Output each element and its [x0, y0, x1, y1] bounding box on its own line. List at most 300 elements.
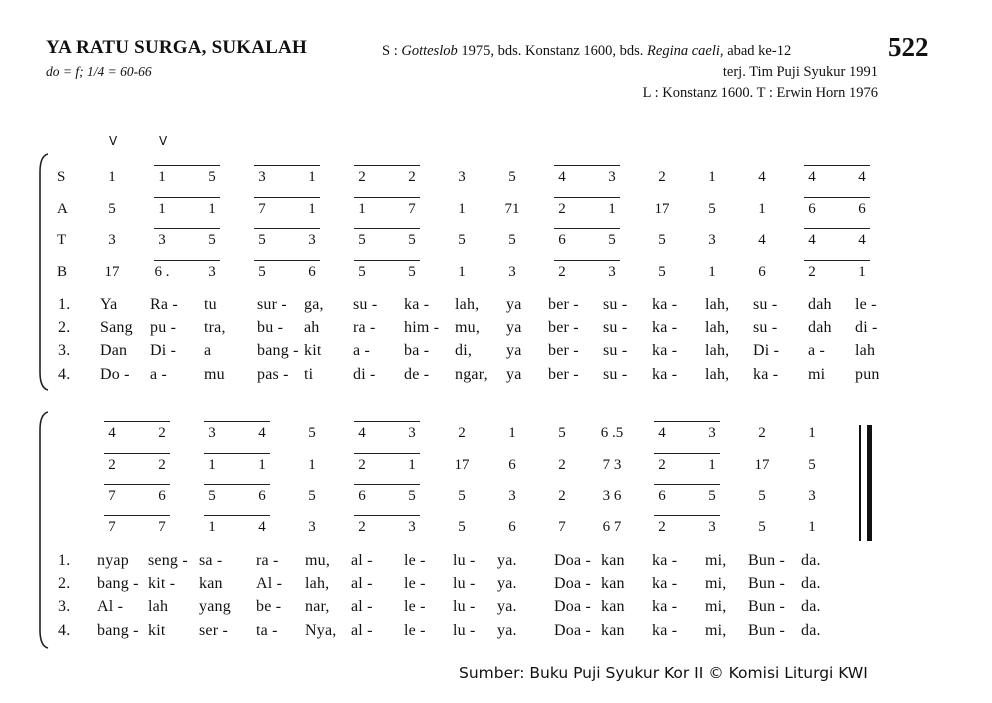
note-s: 3: [458, 169, 466, 185]
lyric-syllable: sa -: [199, 552, 223, 569]
note-t: 6: [558, 232, 566, 248]
beam-b: [254, 260, 320, 261]
lyric-syllable: lah,: [705, 366, 730, 383]
note-t: 4: [758, 232, 766, 248]
note-b: 5: [758, 519, 766, 535]
hymn-title: YA RATU SURGA, SUKALAH: [46, 37, 307, 58]
note-b: 3: [308, 519, 316, 535]
beam-s: [204, 421, 270, 422]
lyric-syllable: lah: [855, 342, 876, 359]
beam-a: [554, 197, 620, 198]
lyric-syllable: ya.: [497, 575, 517, 592]
note-t: 3 6: [602, 488, 622, 504]
note-t: 5: [208, 232, 216, 248]
lyric-syllable: ya.: [497, 598, 517, 615]
beam-t: [154, 228, 220, 229]
note-t: 5: [458, 488, 466, 504]
note-t: 4: [808, 232, 816, 248]
note-t: 6: [658, 488, 666, 504]
lyric-syllable: mi,: [705, 598, 727, 615]
note-s: 3: [208, 425, 216, 441]
note-t: 5: [708, 488, 716, 504]
lyric-syllable: da.: [801, 552, 821, 569]
lyric-syllable: le -: [404, 622, 426, 639]
lyric-syllable: nyap: [97, 552, 129, 569]
note-t: 5: [258, 232, 266, 248]
source-mid: 1975, bds. Konstanz 1600, bds.: [457, 43, 648, 59]
lyric-syllable: Di -: [150, 342, 177, 359]
voice-label-soprano: S: [57, 169, 66, 185]
voice-label-alto: A: [57, 201, 68, 217]
lyric-syllable: a -: [353, 342, 371, 359]
system-1-brace: [36, 152, 50, 392]
lyric-syllable: al -: [351, 575, 373, 592]
lyric-syllable: su -: [603, 366, 628, 383]
lyric-syllable: Dan: [100, 342, 128, 359]
note-b: 3: [508, 264, 516, 280]
note-s: 4: [808, 169, 816, 185]
lyric-syllable: Al -: [256, 575, 283, 592]
beam-s: [154, 165, 220, 166]
lyric-syllable: ber -: [548, 296, 579, 313]
verse-number: 3.: [58, 598, 71, 615]
note-b: 5: [358, 264, 366, 280]
lyric-syllable: ya: [506, 342, 522, 359]
lyric-syllable: di -: [353, 366, 376, 383]
source-work-2: Regina caeli,: [647, 43, 724, 59]
note-a: 2: [108, 457, 116, 473]
note-a: 6: [808, 201, 816, 217]
note-t: 3: [108, 232, 116, 248]
beam-b: [354, 260, 420, 261]
lyric-syllable: Bun -: [748, 622, 785, 639]
lyric-syllable: mi,: [705, 622, 727, 639]
beam-a: [154, 197, 220, 198]
note-s: 3: [258, 169, 266, 185]
lyric-syllable: Al -: [97, 598, 124, 615]
lyric-syllable: Sang: [100, 319, 133, 336]
music-source: [382, 43, 791, 60]
lyric-syllable: pu -: [150, 319, 177, 336]
source-footer: Sumber: Buku Puji Syukur Kor II © Komisi Liturgi KWI: [459, 664, 868, 682]
beam-t: [654, 484, 720, 485]
note-b: 1: [208, 519, 216, 535]
lyric-syllable: mu: [204, 366, 225, 383]
verse-number: 3.: [58, 342, 71, 359]
lyric-syllable: bang -: [97, 575, 139, 592]
note-a: 17: [454, 457, 470, 473]
lyric-syllable: ka -: [652, 366, 678, 383]
note-a: 1: [208, 457, 216, 473]
lyric-syllable: dah: [808, 319, 832, 336]
note-a: 1: [608, 201, 616, 217]
beam-a: [354, 453, 420, 454]
lyric-syllable: ya: [506, 319, 522, 336]
note-a: 7: [408, 201, 416, 217]
lyric-syllable: pun: [855, 366, 880, 383]
note-b: 7: [558, 519, 566, 535]
lyric-syllable: Bun -: [748, 575, 785, 592]
note-a: 1: [758, 201, 766, 217]
note-a: 2: [558, 201, 566, 217]
note-s: 5: [508, 169, 516, 185]
final-barline-thin: [859, 425, 861, 541]
lyric-syllable: ber -: [548, 319, 579, 336]
note-b: 6: [758, 264, 766, 280]
note-t: 3: [158, 232, 166, 248]
verse-number: 1.: [58, 552, 71, 569]
note-t: 2: [558, 488, 566, 504]
lyric-syllable: ka -: [652, 552, 678, 569]
lyric-syllable: mi,: [705, 552, 727, 569]
lyric-syllable: da.: [801, 598, 821, 615]
beam-s: [104, 421, 170, 422]
note-b: 7: [158, 519, 166, 535]
lyric-syllable: kan: [601, 598, 625, 615]
note-a: 5: [808, 457, 816, 473]
lyric-syllable: su -: [753, 319, 778, 336]
note-s: 2: [358, 169, 366, 185]
lyric-syllable: mi: [808, 366, 826, 383]
note-b: 3: [708, 519, 716, 535]
note-t: 5: [658, 232, 666, 248]
lyric-syllable: da.: [801, 622, 821, 639]
lyric-syllable: lu -: [453, 622, 476, 639]
note-b: 2: [658, 519, 666, 535]
note-t: 6: [258, 488, 266, 504]
note-a: 1: [408, 457, 416, 473]
note-s: 4: [858, 169, 866, 185]
note-b: 1: [858, 264, 866, 280]
note-s: 4: [258, 425, 266, 441]
lyric-syllable: him -: [404, 319, 440, 336]
note-a: 1: [208, 201, 216, 217]
lyric-syllable: nar,: [305, 598, 330, 615]
note-a: 2: [658, 457, 666, 473]
note-s: 1: [158, 169, 166, 185]
note-s: 3: [608, 169, 616, 185]
note-b: 5: [658, 264, 666, 280]
note-s: 1: [108, 169, 116, 185]
note-a: 2: [158, 457, 166, 473]
note-t: 6: [358, 488, 366, 504]
lyric-syllable: kan: [199, 575, 223, 592]
lyric-syllable: kan: [601, 622, 625, 639]
lyric-syllable: da.: [801, 575, 821, 592]
lyric-syllable: sur -: [257, 296, 287, 313]
lyric-syllable: tu: [204, 296, 217, 313]
lyric-syllable: lah: [148, 598, 169, 615]
note-s: 1: [508, 425, 516, 441]
lyric-syllable: bang -: [97, 622, 139, 639]
lyric-syllable: Bun -: [748, 552, 785, 569]
beam-a: [354, 197, 420, 198]
lyric-syllable: ya.: [497, 622, 517, 639]
note-s: 5: [208, 169, 216, 185]
note-t: 5: [508, 232, 516, 248]
note-s: 6 .5: [600, 425, 624, 441]
verse-number: 1.: [58, 296, 71, 313]
lyric-syllable: kit -: [148, 575, 176, 592]
lyric-syllable: di,: [455, 342, 473, 359]
lyric-syllable: lah,: [705, 342, 730, 359]
lyric-syllable: mu,: [455, 319, 481, 336]
lyric-syllable: a: [204, 342, 212, 359]
note-t: 5: [758, 488, 766, 504]
lyric-syllable: lu -: [453, 575, 476, 592]
beam-b: [554, 260, 620, 261]
beam-a: [654, 453, 720, 454]
beam-a: [104, 453, 170, 454]
note-b: 2: [358, 519, 366, 535]
note-b: 6 .: [154, 264, 170, 280]
note-s: 5: [558, 425, 566, 441]
note-b: 5: [408, 264, 416, 280]
note-a: 2: [358, 457, 366, 473]
note-a: 1: [708, 457, 716, 473]
lyric-syllable: Doa -: [554, 598, 591, 615]
lyric-syllable: Doa -: [554, 622, 591, 639]
lyric-syllable: mi,: [705, 575, 727, 592]
lyric-syllable: su -: [603, 296, 628, 313]
system-2-brace: [36, 410, 50, 650]
note-b: 1: [458, 264, 466, 280]
note-b: 6 7: [602, 519, 622, 535]
lyric-syllable: ti: [304, 366, 314, 383]
note-t: 7: [108, 488, 116, 504]
note-s: 3: [408, 425, 416, 441]
beam-b: [104, 515, 170, 516]
note-t: 3: [508, 488, 516, 504]
note-t: 5: [358, 232, 366, 248]
note-s: 2: [158, 425, 166, 441]
lyric-syllable: ra -: [353, 319, 376, 336]
lyric-syllable: su -: [753, 296, 778, 313]
lyric-syllable: ba -: [404, 342, 430, 359]
verse-number: 2.: [58, 319, 71, 336]
lyric-syllable: ka -: [652, 575, 678, 592]
lyric-syllable: a -: [808, 342, 826, 359]
note-b: 17: [104, 264, 120, 280]
note-a: 6: [508, 457, 516, 473]
note-s: 2: [758, 425, 766, 441]
lyric-syllable: ka -: [652, 342, 678, 359]
note-t: 3: [308, 232, 316, 248]
lyric-syllable: ka -: [753, 366, 779, 383]
lyric-syllable: Di -: [753, 342, 780, 359]
lyric-syllable: ra -: [256, 552, 279, 569]
lyric-syllable: Ya: [100, 296, 118, 313]
note-s: 1: [308, 169, 316, 185]
lyric-syllable: ya: [506, 296, 522, 313]
beam-s: [354, 421, 420, 422]
lyric-syllable: lu -: [453, 598, 476, 615]
note-b: 6: [308, 264, 316, 280]
lyric-syllable: al -: [351, 622, 373, 639]
note-s: 4: [358, 425, 366, 441]
lyric-syllable: a -: [150, 366, 168, 383]
lyric-syllable: lah,: [455, 296, 480, 313]
note-t: 4: [858, 232, 866, 248]
voice-label-bass: B: [57, 264, 68, 280]
verse-number: 2.: [58, 575, 71, 592]
beam-b: [204, 515, 270, 516]
lyric-syllable: ya: [506, 366, 522, 383]
beam-s: [804, 165, 870, 166]
lyric-syllable: ber -: [548, 366, 579, 383]
lyric-syllable: dah: [808, 296, 832, 313]
note-a: 6: [858, 201, 866, 217]
note-a: 7 3: [602, 457, 622, 473]
note-b: 2: [558, 264, 566, 280]
note-b: 3: [208, 264, 216, 280]
note-s: 4: [108, 425, 116, 441]
lyric-syllable: lah,: [305, 575, 330, 592]
note-a: 1: [308, 201, 316, 217]
lyric-syllable: al -: [351, 598, 373, 615]
lyric-syllable: bu -: [257, 319, 284, 336]
note-s: 5: [308, 425, 316, 441]
beam-t: [354, 228, 420, 229]
note-t: 5: [408, 488, 416, 504]
lyric-syllable: Ra -: [150, 296, 178, 313]
lyric-syllable: Doa -: [554, 575, 591, 592]
note-b: 6: [508, 519, 516, 535]
note-b: 7: [108, 519, 116, 535]
hymn-number: 522: [888, 32, 929, 62]
lyric-syllable: tra,: [204, 319, 226, 336]
lyric-syllable: ka -: [404, 296, 430, 313]
note-s: 4: [558, 169, 566, 185]
translation-credit: terj. Tim Puji Syukur 1991: [722, 64, 878, 80]
lyric-syllable: su -: [603, 342, 628, 359]
final-barline-thick: [867, 425, 872, 541]
lyric-syllable: lu -: [453, 552, 476, 569]
beam-t: [204, 484, 270, 485]
lyric-syllable: kit: [304, 342, 322, 359]
lyric-credit: L : Konstanz 1600. T : Erwin Horn 1976: [642, 85, 878, 101]
lyric-syllable: lah,: [705, 319, 730, 336]
lyric-syllable: kan: [601, 552, 625, 569]
lyric-syllable: ka -: [652, 598, 678, 615]
beam-s: [654, 421, 720, 422]
voice-label-tenor: T: [57, 232, 67, 248]
note-b: 4: [258, 519, 266, 535]
note-a: 7: [258, 201, 266, 217]
note-b: 3: [408, 519, 416, 535]
lyric-syllable: Do -: [100, 366, 130, 383]
lyric-syllable: Doa -: [554, 552, 591, 569]
note-s: 1: [808, 425, 816, 441]
lyric-syllable: ka -: [652, 622, 678, 639]
lyric-syllable: pas -: [257, 366, 289, 383]
note-s: 2: [408, 169, 416, 185]
lyric-syllable: ser -: [199, 622, 228, 639]
breath-mark: V: [109, 134, 118, 148]
note-s: 1: [708, 169, 716, 185]
lyric-syllable: ga,: [304, 296, 324, 313]
note-a: 1: [358, 201, 366, 217]
beam-s: [554, 165, 620, 166]
note-a: 17: [754, 457, 770, 473]
lyric-syllable: ya.: [497, 552, 517, 569]
key-signature: do = f; 1/4 = 60-66: [46, 64, 152, 79]
lyric-syllable: su -: [603, 319, 628, 336]
note-s: 2: [658, 169, 666, 185]
note-a: 17: [654, 201, 670, 217]
beam-t: [354, 484, 420, 485]
note-b: 1: [808, 519, 816, 535]
note-t: 5: [208, 488, 216, 504]
source-work: Gotteslob: [401, 43, 458, 59]
note-b: 2: [808, 264, 816, 280]
beam-s: [254, 165, 320, 166]
note-s: 4: [758, 169, 766, 185]
note-s: 3: [708, 425, 716, 441]
lyric-syllable: le -: [404, 598, 426, 615]
note-a: 1: [258, 457, 266, 473]
lyric-syllable: ta -: [256, 622, 278, 639]
beam-t: [554, 228, 620, 229]
lyric-syllable: seng -: [148, 552, 188, 569]
verse-number: 4.: [58, 622, 71, 639]
lyric-syllable: ka -: [652, 296, 678, 313]
beam-b: [154, 260, 220, 261]
lyric-syllable: ngar,: [455, 366, 488, 383]
beam-b: [804, 260, 870, 261]
note-a: 71: [504, 201, 520, 217]
lyric-syllable: kan: [601, 575, 625, 592]
lyric-syllable: Nya,: [305, 622, 337, 639]
lyric-syllable: al -: [351, 552, 373, 569]
note-t: 6: [158, 488, 166, 504]
beam-b: [654, 515, 720, 516]
lyric-syllable: de -: [404, 366, 430, 383]
lyric-syllable: yang: [199, 598, 231, 615]
lyric-syllable: lah,: [705, 296, 730, 313]
note-a: 5: [708, 201, 716, 217]
lyric-syllable: kit: [148, 622, 166, 639]
note-b: 1: [708, 264, 716, 280]
note-s: 2: [458, 425, 466, 441]
note-a: 2: [558, 457, 566, 473]
lyric-syllable: su -: [353, 296, 378, 313]
beam-a: [254, 197, 320, 198]
note-a: 5: [108, 201, 116, 217]
note-t: 5: [308, 488, 316, 504]
verse-number: 4.: [58, 366, 71, 383]
beam-t: [254, 228, 320, 229]
note-b: 5: [258, 264, 266, 280]
note-t: 5: [408, 232, 416, 248]
lyric-syllable: le -: [404, 575, 426, 592]
lyric-syllable: le -: [855, 296, 877, 313]
note-t: 3: [708, 232, 716, 248]
note-t: 3: [808, 488, 816, 504]
note-t: 5: [608, 232, 616, 248]
lyric-syllable: be -: [256, 598, 282, 615]
note-a: 1: [308, 457, 316, 473]
source-suffix: abad ke-12: [723, 43, 792, 59]
lyric-syllable: le -: [404, 552, 426, 569]
lyric-syllable: mu,: [305, 552, 331, 569]
note-b: 5: [458, 519, 466, 535]
lyric-syllable: di -: [855, 319, 878, 336]
beam-t: [104, 484, 170, 485]
breath-mark: V: [159, 134, 168, 148]
beam-s: [354, 165, 420, 166]
source-prefix: S :: [382, 43, 402, 59]
